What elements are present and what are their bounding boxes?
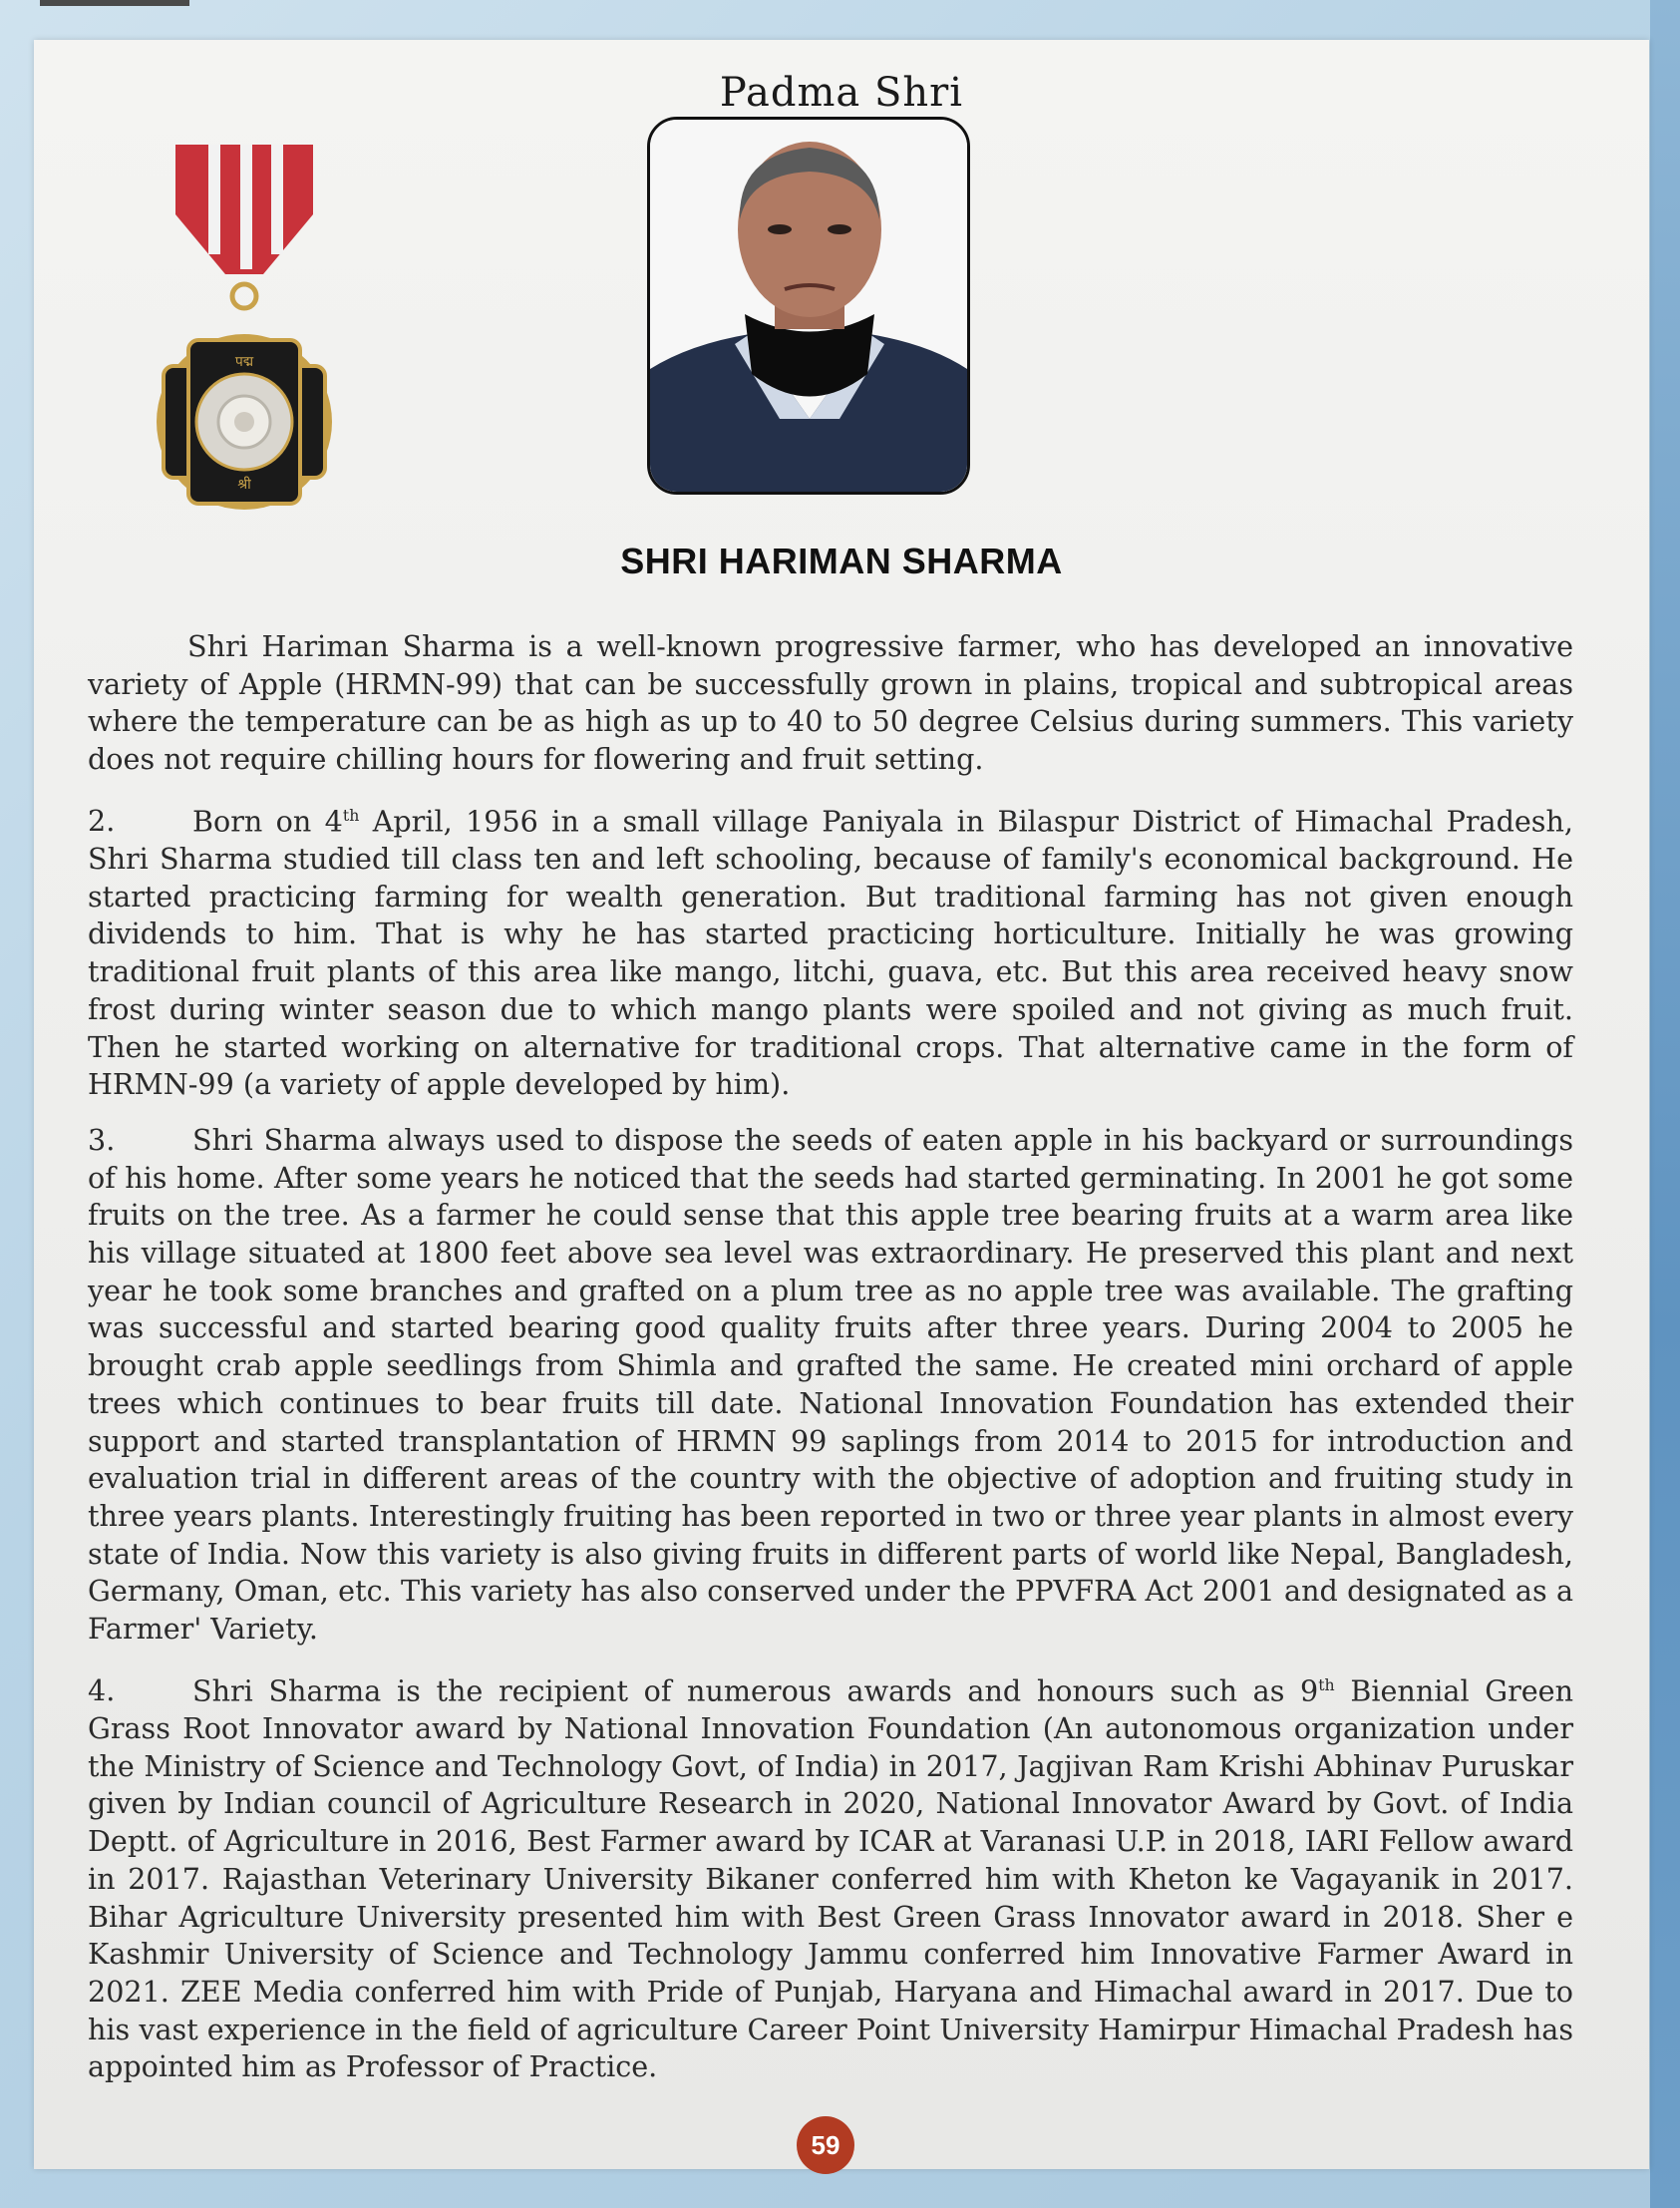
ordinal-suffix: th — [1318, 1674, 1335, 1694]
awardee-name: SHRI HARIMAN SHARMA — [620, 541, 1063, 581]
page-number-badge: 59 — [797, 2116, 854, 2174]
document-page — [34, 40, 1649, 2169]
medal-top-inscription: पद्म — [234, 354, 254, 370]
awardee-portrait — [647, 117, 970, 495]
paragraph-text: Shri Hariman Sharma is a well-known progressive farmer, who has developed an innovative variety of Apple (HRMN-99) that can be successfully grown in plains, tropical and subtropical areas where the temperature can be as high as up to 40 to 50 degree Celsius during summers. This variety does not require chilling hours for flowering and fruit setting. — [88, 629, 1573, 777]
corner-decoration — [40, 0, 189, 6]
paragraph-text: April, 1956 in a small village Paniyala in Bilaspur District of Himachal Pradesh, Shri Sharma studied till class ten and left schooling, because of family's economical background. He started practicing farming for wealth generation. But traditional farming has not given enough dividends to him. That is why he has started practicing horticulture. Initially he was growing traditional fruit plants of this area like mango, litchi, guava, etc. But this area received heavy snow frost during winter season due to which mango plants were spoiled and not giving as much fruit. Then he started working on alternative for traditional crops. That alternative came in the form of HRMN-99 (a variety of apple developed by him). — [88, 804, 1573, 1102]
paragraph-text-start: Born on 4 — [192, 804, 343, 839]
paragraph-4 — [88, 1666, 1573, 2086]
paragraph-text-start: Shri Sharma is the recipient of numerous awards and honours such as 9 — [192, 1673, 1319, 1708]
paragraph-text: Biennial Green Grass Root Innovator award by National Innovation Foundation (An autonomous organization under the Ministry of Science and Technology Govt, of India) in 2017, Jagjivan Ram Krishi Abhinav Puruskar given by Indian council of Agriculture Research in 2020, National Innovator Award by Govt. of India Deptt. of Agriculture in 2016, Best Farmer award by ICAR at Varanasi U.P. in 2018, IARI Fellow award in 2017. Rajasthan Veterinary University Bikaner conferred him with Kheton ke Vagayanik in 2017. Bihar Agriculture University presented him with Best Green Grass Innovator award in 2018. Sher e Kashmir University of Science and Technology Jammu conferred him Innovative Farmer Award in 2021. ZEE Media conferred him with Pride of Punjab, Haryana and Himachal award in 2017. Due to his vast experience in the field of agriculture Career Point University Hamirpur Himachal Pradesh has appointed him as Professor of Practice. — [88, 1673, 1574, 2084]
paragraph-3 — [88, 1122, 1573, 1649]
paragraph-number: 3. — [88, 1122, 116, 1157]
ordinal-suffix: th — [342, 805, 360, 825]
paragraph-number: 4. — [88, 1673, 116, 1708]
paragraph-text: Shri Sharma always used to dispose the seeds of eaten apple in his backyard or surroundings of his home. After some years he noticed that the seeds had started germinating. In 2001 he got some fruits on the tree. As a farmer he could sense that this apple tree bearing fruits at a warm area like his village situated at 1800 feet above sea level was extraordinary. He preserved this plant and next year he took some branches and grafted on a plum tree as no apple tree was available. The grafting was successful and started bearing good quality fruits after three years. During 2004 to 2005 he brought crab apple seedlings from Shimla and grafted the same. He created mini orchard of apple trees which continues to bear fruits till date. National Innovation Foundation has extended their support and started transplantation of HRMN 99 saplings from 2014 to 2015 for introduction and evaluation trial in different areas of the country with the objective of adoption and fruiting study in three years plants. Interestingly fruiting has been reported in two or three year plants in almost every state of India. Now this variety is also giving fruits in different parts of world like Nepal, Bangladesh, Germany, Oman, etc. This variety has also conserved under the PPVFRA Act 2001 and designated as a Farmer' Variety. — [88, 1122, 1573, 1647]
paragraph-1 — [88, 628, 1573, 779]
page-edge-stripe — [1650, 0, 1680, 2208]
paragraph-2 — [88, 797, 1573, 1104]
medal-bottom-inscription: श्री — [237, 477, 251, 493]
paragraph-number: 2. — [88, 804, 116, 839]
page-header-title: Padma Shri — [719, 70, 964, 116]
padma-shri-medal-image — [154, 145, 338, 534]
biography-text — [88, 628, 1573, 2104]
